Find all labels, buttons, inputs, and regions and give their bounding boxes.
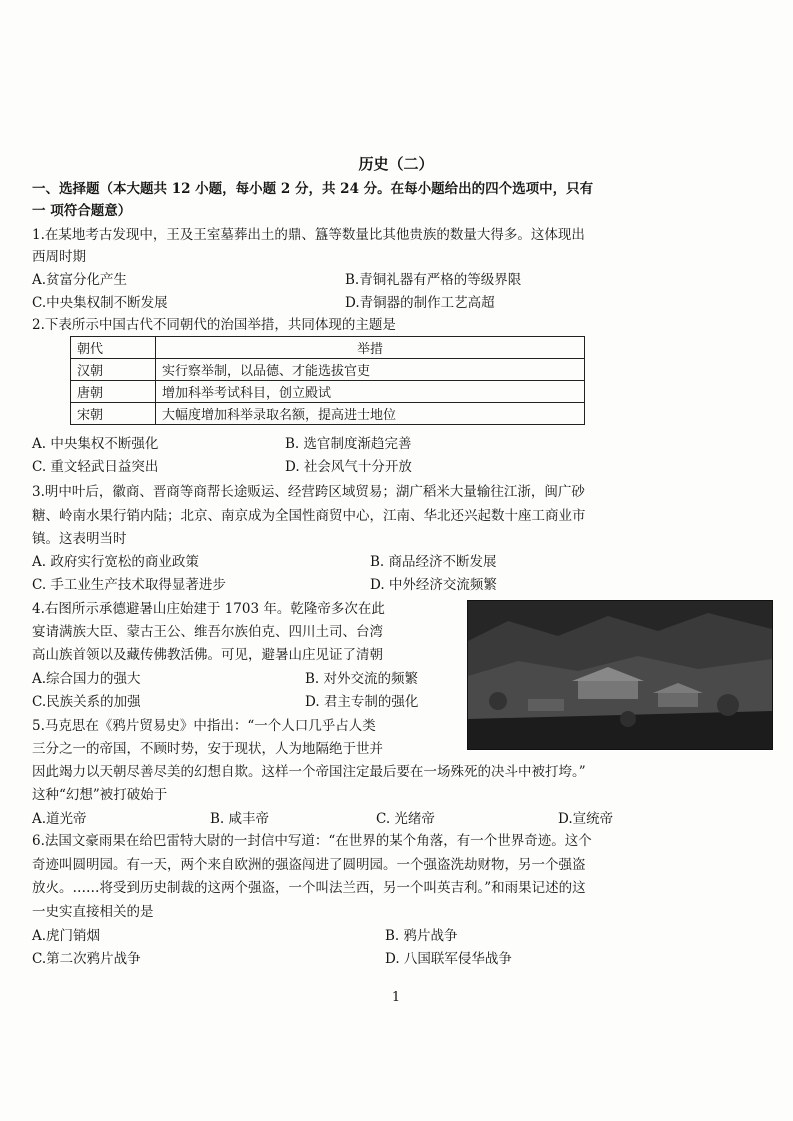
q2-option-d: D. 社会风气十分开放: [285, 459, 412, 475]
q1-option-d: D.青铜器的制作工艺高超: [345, 295, 495, 311]
resort-image: [468, 601, 772, 749]
q6-stem-line4: 一史实直接相关的是: [32, 904, 154, 920]
table-cell-dynasty: 汉朝: [71, 359, 156, 381]
q6-stem-line3: 放火。……将受到历史制裁的这两个强盗，一个叫法兰西，另一个叫英吉利。”和雨果记述的这: [32, 880, 586, 896]
exam-page: [30, 0, 762, 1121]
table-row: [71, 381, 585, 403]
table-header-row: [71, 337, 585, 359]
q1-option-b: B.青铜礼器有严格的等级界限: [345, 272, 522, 288]
q5-stem-line2: 三分之一的帝国，不顾时势，安于现状，人为地隔绝于世并: [32, 741, 383, 757]
q5-option-b: B. 咸丰帝: [210, 811, 270, 827]
q3-stem-line3: 镇。这表明当时: [32, 531, 127, 547]
table-header-dynasty: 朝代: [71, 337, 156, 359]
q1-stem-line2: 西周时期: [32, 249, 86, 265]
q5-option-a: A.道光帝: [32, 811, 87, 827]
q1-stem-line1: 1.在某地考古发现中，王及王室墓葬出土的鼎、簋等数量比其他贵族的数量大得多。这体现出: [32, 227, 585, 243]
q4-option-c: C.民族关系的加强: [32, 694, 141, 710]
table-row: [71, 403, 585, 425]
table-cell-measure: 大幅度增加科举录取名额，提高进士地位: [156, 403, 585, 425]
mountain-resort-photo: [467, 600, 773, 750]
policy-table: [70, 336, 585, 425]
q6-stem-line1: 6.法国文豪雨果在给巴雷特大尉的一封信中写道：“在世界的某个角落，有一个世界奇迹。这个: [32, 833, 592, 849]
page-title: 历史（二）: [358, 155, 434, 173]
q4-option-d: D. 君主专制的强化: [305, 694, 419, 710]
q3-option-a: A. 政府实行宽松的商业政策: [32, 554, 199, 570]
q1-option-c: C.中央集权制不断发展: [32, 295, 168, 311]
q3-option-b: B. 商品经济不断发展: [370, 554, 497, 570]
q2-stem: 2.下表所示中国古代不同朝代的治国举措，共同体现的主题是: [32, 317, 396, 333]
q5-option-d: D.宣统帝: [558, 811, 614, 827]
page-number: 1: [391, 990, 401, 1005]
table-cell-measure: 实行察举制，以品德、才能选拔官吏: [156, 359, 585, 381]
q5-stem-line1: 5.马克思在《鸦片贸易史》中指出：“一个人口几乎占人类: [32, 718, 376, 734]
q4-stem-line3: 高山族首领以及藏传佛教活佛。可见，避暑山庄见证了清朝: [32, 647, 383, 663]
q3-option-c: C. 手工业生产技术取得显著进步: [32, 577, 226, 593]
q2-option-b: B. 选官制度渐趋完善: [285, 436, 412, 452]
q6-option-d: D. 八国联军侵华战争: [385, 951, 512, 967]
q4-stem-line2: 宴请满族大臣、蒙古王公、维吾尔族伯克、四川土司、台湾: [32, 624, 383, 640]
section-header-line1: 一、选择题（本大题共 12 小题，每小题 2 分，共 24 分。在每小题给出的四个选项中，只有: [32, 181, 594, 197]
q5-stem-line3: 因此竭力以天朝尽善尽美的幻想自欺。这样一个帝国注定最后要在一场殊死的决斗中被打垮。”: [32, 764, 586, 780]
q6-option-b: B. 鸦片战争: [385, 928, 458, 944]
table-cell-dynasty: 唐朝: [71, 381, 156, 403]
q2-option-c: C. 重文轻武日益突出: [32, 459, 159, 475]
q5-stem-line4: 这种“幻想”被打破始于: [32, 787, 168, 803]
table-header-measure: 举措: [156, 337, 585, 359]
table-cell-measure: 增加科举考试科目，创立殿试: [156, 381, 585, 403]
q3-stem-line2: 糖、岭南水果行销内陆；北京、南京成为全国性商贸中心，江南、华北还兴起数十座工商业市: [32, 508, 586, 524]
q2-option-a: A. 中央集权不断强化: [32, 436, 159, 452]
q4-option-b: B. 对外交流的频繁: [305, 671, 419, 687]
q6-stem-line2: 奇迹叫圆明园。有一天，两个来自欧洲的强盗闯进了圆明园。一个强盗洗劫财物，另一个强盗: [32, 857, 586, 873]
q1-option-a: A.贫富分化产生: [32, 272, 128, 288]
section-header-line2: 一 项符合题意）: [32, 203, 132, 219]
table-row: [71, 359, 585, 381]
q5-option-c: C. 光绪帝: [376, 811, 435, 827]
table-cell-dynasty: 宋朝: [71, 403, 156, 425]
q6-option-c: C.第二次鸦片战争: [32, 951, 141, 967]
q6-option-a: A.虎门销烟: [32, 928, 101, 944]
q3-stem-line1: 3.明中叶后，徽商、晋商等商帮长途贩运、经营跨区域贸易；湖广稻米大量输往江浙，闽广砂: [32, 484, 585, 500]
q4-stem-line1: 4.右图所示承德避暑山庄始建于 1703 年。乾隆帝多次在此: [32, 601, 385, 617]
q3-option-d: D. 中外经济交流频繁: [370, 577, 497, 593]
q4-option-a: A.综合国力的强大: [32, 671, 141, 687]
